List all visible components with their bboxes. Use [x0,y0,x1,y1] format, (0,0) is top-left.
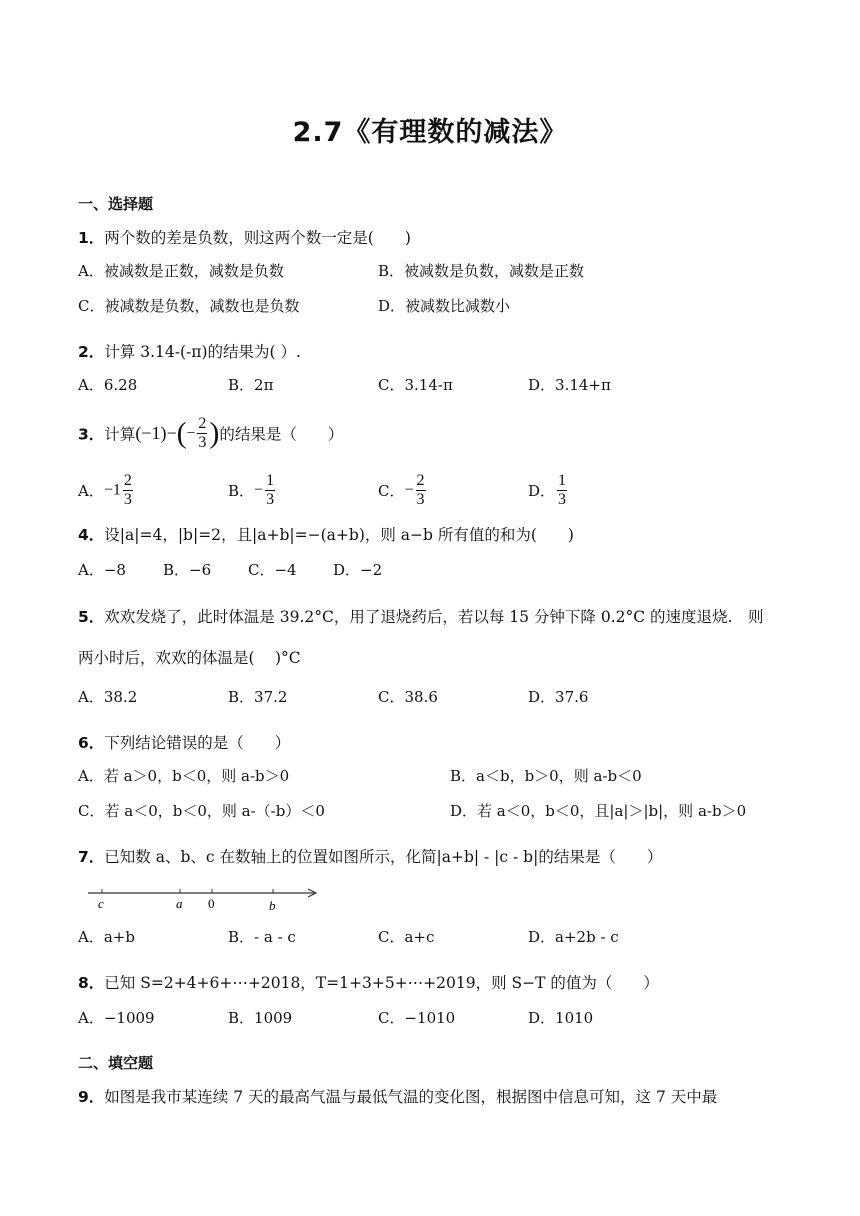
fraction [557,472,567,509]
option-d: D．3.14+π [528,376,611,394]
option-a: A．38.2 [78,688,138,706]
math-sign: − [186,424,196,442]
option-d: D．1010 [528,1009,594,1027]
option-d: D．a+2b - c [528,928,619,946]
question-text: 欢欢发烧了，此时体温是 39.2°C，用了退烧药后，若以每 15 分钟下降 0.2°C 的速度退烧. 则 [104,608,764,626]
question-text: 设|a|=4，|b|=2，且|a+b|=−(a+b)，则 a−b 所有值的和为( ) [104,526,574,544]
numerator: 2 [123,472,132,489]
question-text: 的结果是（ ） [219,425,344,444]
left-paren: ( [176,416,187,450]
question-text: 已知数 a、b、c 在数轴上的位置如图所示，化简|a+b| - |c - b|的结果是（ ） [104,848,663,866]
option-a: A．6.28 [78,376,138,394]
denominator: 3 [266,491,275,508]
option-c: C．38.6 [378,688,438,706]
question-number: 5． [78,608,105,626]
numerator: 2 [198,415,207,432]
option-d: D．若 a＜0，b＜0，且|a|＞|b|，则 a-b＞0 [450,802,747,820]
option-b: B．−6 [163,561,212,579]
option-value: − [254,481,264,499]
option-d: D．被减数比减数小 [378,297,511,315]
option-c: C．3.14-π [378,376,453,394]
option-b: B．被减数是负数，减数是正数 [378,262,585,280]
option-d: D．−2 [333,561,383,579]
numerator: 1 [558,472,567,489]
math-expression: (−1)− [135,423,177,443]
question-2 [78,340,301,362]
question-number: 8． [78,974,105,992]
fraction [416,472,426,509]
question-text: 计算 3.14-(-π)的结果为( ）. [104,343,301,361]
option-b: B．a＜b，b＞0，则 a-b＜0 [450,767,642,785]
question-number: 4． [78,526,105,544]
question-5 [78,605,763,627]
option-c: C．−1010 [378,1009,456,1027]
question-text: 两个数的差是负数，则这两个数一定是( ) [104,229,411,247]
question-9 [78,1085,717,1107]
denominator: 3 [416,491,425,508]
option-a: A．−1009 [78,1009,155,1027]
option-label: C． [378,482,405,500]
fraction [265,472,275,509]
question-5-line-2: 两小时后，欢欢的体温是( )°C [78,649,301,667]
number-line-figure [86,882,322,912]
option-c: C．a+c [378,928,435,946]
axis-label-a: a [176,896,183,911]
denominator: 3 [558,491,567,508]
axis-label-c: c [98,896,104,911]
option-b: B．37.2 [228,688,288,706]
option-c [378,472,428,509]
axis-label-0: 0 [208,896,215,911]
section-heading-fill: 二、填空题 [78,1054,154,1072]
question-text: 如图是我市某连续 7 天的最高气温与最低气温的变化图，根据图中信息可知，这 7 天中最 [104,1088,718,1106]
option-a [78,472,135,509]
section-heading-choice: 一、选择题 [78,195,154,213]
option-c: C．被减数是负数，减数也是负数 [78,297,300,315]
denominator: 3 [198,434,207,451]
axis-label-b: b [269,898,276,912]
question-number: 6． [78,734,105,752]
option-a: A．被减数是正数，减数是负数 [78,262,284,280]
question-text: 已知 S=2+4+6+⋯+2018，T=1+3+5+⋯+2019，则 S−T 的值为（ ） [104,974,659,992]
question-4 [78,523,574,545]
right-paren: ) [209,416,220,450]
question-6 [78,731,290,753]
question-7 [78,845,662,867]
question-3 [78,415,343,452]
option-a: A．−8 [78,561,126,579]
option-b [228,472,277,509]
question-number: 9． [78,1088,105,1106]
option-label: D． [528,482,556,500]
option-c: C．−4 [248,561,297,579]
numerator: 2 [416,472,425,489]
question-text: 计算 [104,425,136,444]
option-label: A． [78,482,104,500]
option-b: B．1009 [228,1009,293,1027]
option-c: C．若 a＜0，b＜0，则 a-（-b）＜0 [78,802,325,820]
question-number: 2． [78,343,105,361]
option-value: −1 [103,481,121,499]
option-a: A．a+b [78,928,135,946]
option-a: A．若 a＞0，b＜0，则 a-b＞0 [78,767,290,785]
option-d: D．37.6 [528,688,589,706]
option-b: B．2π [228,376,274,394]
page-title: 2.7《有理数的减法》 [292,117,568,148]
fraction [197,415,207,452]
option-label: B． [228,482,255,500]
question-8 [78,971,659,993]
question-number: 1． [78,229,105,247]
fraction [123,472,133,509]
question-number: 7． [78,848,105,866]
numerator: 1 [266,472,275,489]
denominator: 3 [123,491,132,508]
question-1 [78,226,411,248]
option-b: B．- a - c [228,928,296,946]
option-d [528,472,569,509]
question-number: 3． [78,425,105,444]
option-value: − [404,481,414,499]
question-text: 下列结论错误的是（ ） [104,734,291,752]
